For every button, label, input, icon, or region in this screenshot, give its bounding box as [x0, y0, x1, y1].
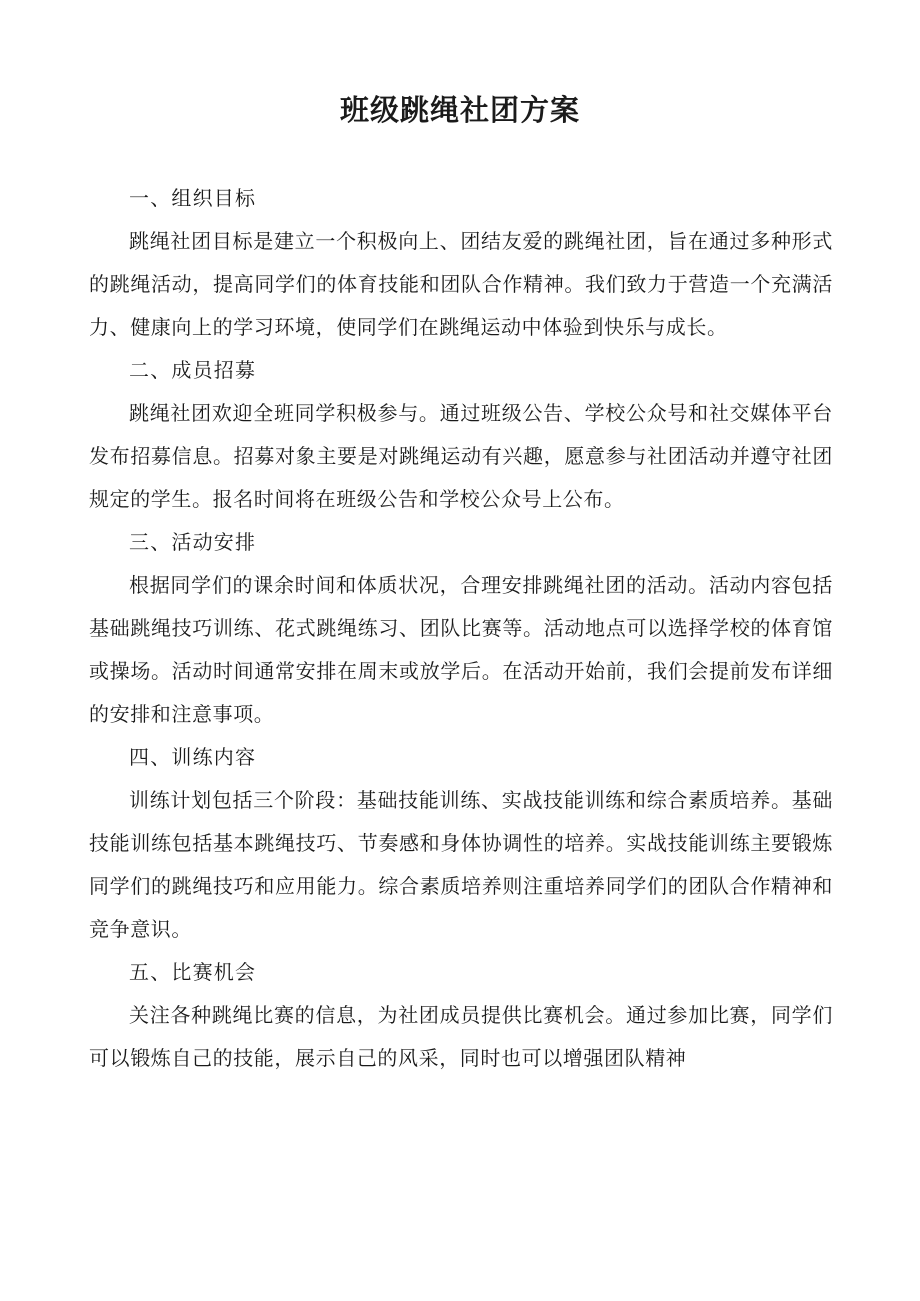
document-body: [89, 177, 833, 1080]
section-member-recruitment: [89, 349, 833, 521]
section-heading: 三、活动安排: [129, 530, 257, 554]
section-paragraph: 关注各种跳绳比赛的信息，为社团成员提供比赛机会。通过参加比赛，同学们可以锻炼自己的技能，展示自己的风采，同时也可以增强团队精神: [89, 1003, 833, 1070]
section-heading: 四、训练内容: [129, 745, 257, 769]
section-paragraph: 根据同学们的课余时间和体质状况，合理安排跳绳社团的活动。活动内容包括基础跳绳技巧训练、花式跳绳练习、团队比赛等。活动地点可以选择学校的体育馆或操场。活动时间通常安排在周末或放学后。在活动开始前，我们会提前发布详细的安排和注意事项。: [89, 573, 833, 726]
section-heading: 一、组织目标: [129, 186, 257, 210]
section-training-content: [89, 736, 833, 951]
section-paragraph: 跳绳社团目标是建立一个积极向上、团结友爱的跳绳社团，旨在通过多种形式的跳绳活动，提高同学们的体育技能和团队合作精神。我们致力于营造一个充满活力、健康向上的学习环境，使同学们在跳绳运动中体验到快乐与成长。: [89, 229, 833, 339]
section-paragraph: 训练计划包括三个阶段：基础技能训练、实战技能训练和综合素质培养。基础技能训练包括基本跳绳技巧、节奏感和身体协调性的培养。实战技能训练主要锻炼同学们的跳绳技巧和应用能力。综合素质培养则注重培养同学们的团队合作精神和竞争意识。: [89, 788, 833, 941]
section-heading: 二、成员招募: [129, 358, 257, 382]
section-heading: 五、比赛机会: [129, 960, 257, 984]
section-paragraph: 跳绳社团欢迎全班同学积极参与。通过班级公告、学校公众号和社交媒体平台发布招募信息。招募对象主要是对跳绳运动有兴趣，愿意参与社团活动并遵守社团规定的学生。报名时间将在班级公告和学校公众号上公布。: [89, 401, 833, 511]
section-competition-opportunities: [89, 951, 833, 1080]
section-activity-schedule: [89, 521, 833, 736]
section-organization-goal: [89, 177, 833, 349]
document-title: 班级跳绳社团方案: [339, 93, 580, 127]
